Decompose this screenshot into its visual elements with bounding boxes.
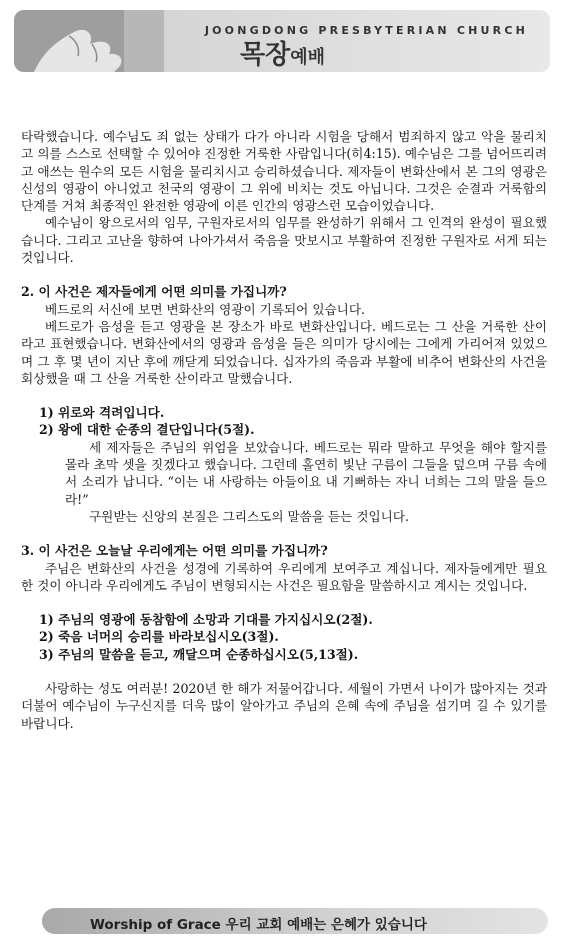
paragraph-4: 베드로가 음성을 듣고 영광을 본 장소가 바로 변화산입니다. 베드로는 그 산을 거룩한 산이라고 표현했습니다. 변화산에서의 영광과 음성을 들은 의미가 당시에는 그에게 가리어져 있었으며 그 후 몇 년이 지난 후에 깨닫게 되었습니다. 십자가의 죽음과 부활에 비추어 변화산의 사건을 회상했을 때 그 산을 거룩한 산이라고 말했습니다.	[21, 318, 547, 386]
paragraph-6: 구원받는 신앙의 본질은 그리스도의 말씀을 듣는 것입니다.	[89, 508, 409, 524]
application-3: 3) 주님의 말씀을 듣고, 깨달으며 순종하십시오(5,13절).	[39, 646, 359, 662]
paragraph-8: 사랑하는 성도 여러분! 2020년 한 해가 저물어갑니다. 세월이 가면서 나이가 많아지는 것과 더불어 예수님이 누구신지를 더욱 많이 알아가고 주님의 은혜 속에 주님을 섬기며 길 수 있기를 바랍니다.	[21, 681, 547, 731]
point-2-body	[21, 439, 547, 525]
header-banner	[14, 10, 550, 72]
point-2: 2) 왕에 대한 순종의 결단입니다(5절).	[39, 422, 255, 438]
paragraph-1: 타락했습니다. 예수님도 죄 없는 상태가 다가 아니라 시험을 당해서 범죄하지 않고 악을 물리치고 의를 스스로 선택할 수 있어야 진정한 거룩한 사람입니다(히4:15). 예수님은 그를 넘어뜨리려고 애쓰는 원수의 모든 시험을 물리치시고 승리하셨습니다. 제자들이 변화산에서 본 그의 영광은 신성의 영광이 아니었고 천국의 영광이 그 위에 비치는 것도 아닙니다. 그것은 순결과 거룩함의 단계를 거쳐 최종적인 완전한 영광에 이른 인간의 영광스런 모습이었습니다.	[21, 129, 547, 214]
sermon-text	[21, 128, 547, 732]
church-name: JOONGDONG PRESBYTERIAN CHURCH	[204, 24, 528, 37]
service-title-main: 목장	[240, 40, 291, 70]
paragraph-7: 주님은 변화산의 사건을 성경에 기록하여 우리에게 보여주고 계십니다. 제자들에게만 필요한 것이 아니라 우리에게도 주님이 변형되시는 사건은 필요함을 말씀하시고 계시는 것입니다.	[21, 560, 547, 593]
paragraph-3: 베드로의 서신에 보면 변화산의 영광이 기록되어 있습니다.	[45, 301, 365, 317]
heading-3: 3. 이 사건은 오늘날 우리에게는 어떤 의미를 가집니까?	[21, 543, 328, 559]
service-title-sub: 예배	[290, 47, 326, 68]
footer-banner	[42, 908, 548, 934]
paragraph-5: 세 제자들은 주님의 위엄을 보았습니다. 베드로는 뭐라 말하고 무엇을 해야 할지를 몰라 초막 셋을 짓겠다고 했습니다. 그런데 홀연히 빛난 구름이 그들을 덮으며 구름 속에서 소리가 납니다. “이는 내 사랑하는 아들이요 내 기뻐하는 자니 너희는 그의 말을 들으라!”	[65, 439, 547, 507]
service-title	[240, 40, 325, 72]
paragraph-2: 예수님이 왕으로서의 임무, 구원자로서의 임무를 완성하기 위해서 그 인격의 완성이 필요했습니다. 그리고 고난을 향하여 나아가셔서 죽음을 맛보시고 부활하여 진정한 구원자로 서게 되는 것입니다.	[21, 215, 547, 266]
application-2: 2) 죽음 너머의 승리를 바라보십시오(3절).	[39, 629, 279, 645]
praying-hands-image	[14, 10, 164, 72]
footer-text: Worship of Grace 우리 교회 예배는 은혜가 있습니다	[90, 917, 427, 933]
application-1: 1) 주님의 영광에 동참함에 소망과 기대를 가지십시오(2절).	[39, 612, 373, 628]
heading-2: 2. 이 사건은 제자들에게 어떤 의미를 가집니까?	[21, 284, 287, 300]
point-1: 1) 위로와 격려입니다.	[39, 405, 165, 421]
